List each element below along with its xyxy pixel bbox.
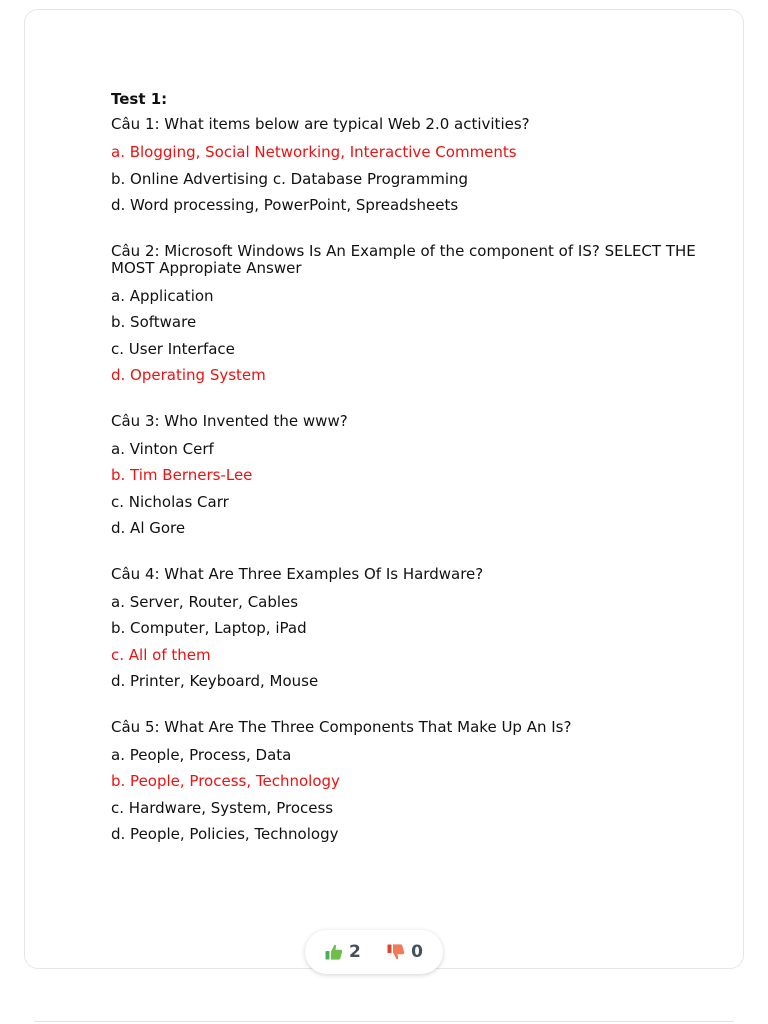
correct-answer-option: b. People, Process, Technology <box>111 772 340 790</box>
dislike-count: 0 <box>411 942 423 962</box>
thumbs-down-icon <box>387 944 405 960</box>
question-list <box>111 112 711 848</box>
answer-option: a. People, Process, Data <box>111 745 292 764</box>
answer-option: a. Application <box>111 286 214 305</box>
answer-option: a. Vinton Cerf <box>111 439 214 458</box>
correct-answer-option: c. All of them <box>111 645 211 664</box>
answer-option: d. Word processing, PowerPoint, Spreadsheets <box>111 196 459 214</box>
question-text: Câu 4: What Are Three Examples Of Is Hardware? <box>111 564 484 583</box>
question-block <box>111 112 711 219</box>
answer-option: b. Online Advertising c. Database Programming <box>111 169 469 188</box>
correct-answer-option: b. Tim Berners-Lee <box>111 466 253 484</box>
correct-answer-option: d. Operating System <box>111 366 266 384</box>
correct-answer-option: a. Blogging, Social Networking, Interactive Comments <box>111 143 517 161</box>
answer-option: d. People, Policies, Technology <box>111 825 339 843</box>
like-button[interactable] <box>325 942 361 962</box>
thumbs-up-icon <box>325 944 343 960</box>
question-block <box>111 715 711 848</box>
document-title: Test 1: <box>111 90 168 108</box>
answer-option: d. Printer, Keyboard, Mouse <box>111 672 319 690</box>
like-count: 2 <box>349 942 361 962</box>
question-text: Câu 2: Microsoft Windows Is An Example of the component of IS? SELECT THE MOST Appropiate Answer <box>111 241 696 277</box>
question-block <box>111 409 711 542</box>
answer-option: d. Al Gore <box>111 519 186 537</box>
answer-option: c. User Interface <box>111 339 235 358</box>
vote-bar <box>305 930 443 974</box>
quiz-document <box>111 88 711 868</box>
answer-option: b. Software <box>111 313 197 331</box>
question-text: Câu 3: Who Invented the www? <box>111 411 348 430</box>
answer-option: a. Server, Router, Cables <box>111 592 299 611</box>
answer-option: c. Hardware, System, Process <box>111 798 334 817</box>
answer-option: c. Nicholas Carr <box>111 492 229 511</box>
question-text: Câu 5: What Are The Three Components That Make Up An Is? <box>111 717 572 736</box>
dislike-button[interactable] <box>387 942 423 962</box>
question-text: Câu 1: What items below are typical Web 2.0 activities? <box>111 115 530 133</box>
question-block <box>111 239 711 389</box>
divider <box>34 1021 734 1022</box>
question-block <box>111 562 711 695</box>
answer-option: b. Computer, Laptop, iPad <box>111 619 307 637</box>
